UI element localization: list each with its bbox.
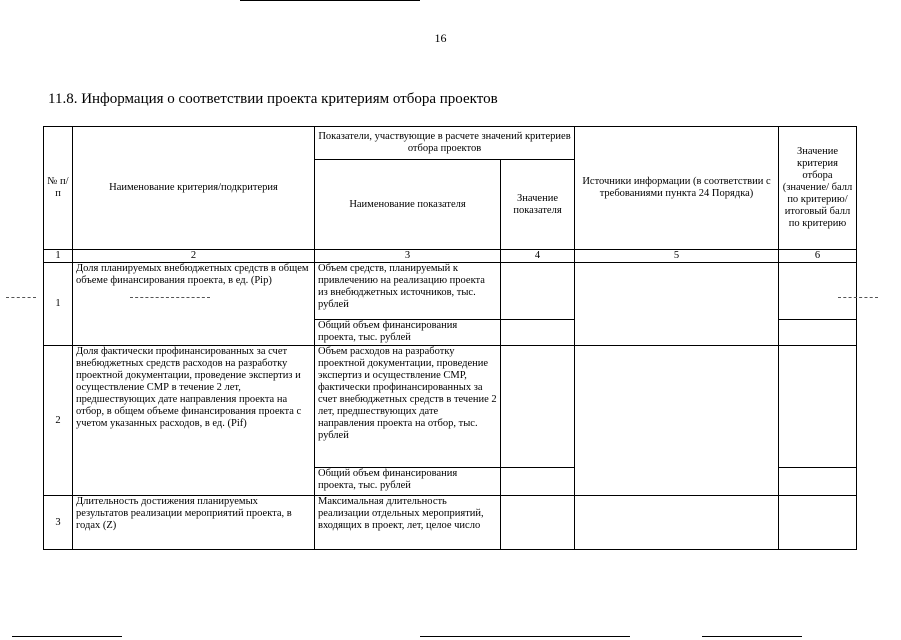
scan-artifact-dashes: [838, 297, 878, 298]
column-number: 4: [501, 250, 575, 263]
header-num: № п/п: [44, 127, 73, 250]
header-indicators-group: Показатели, участвующие в расчете значений критериев отбора проектов: [315, 127, 575, 160]
criteria-table: [43, 126, 857, 550]
page-number: 16: [434, 31, 447, 45]
criterion-cell: Длительность достижения планируемых результатов реализации мероприятий проекта, в годах (Z): [73, 496, 315, 550]
column-number: 1: [44, 250, 73, 263]
indicator-name-cell: Объем расходов на разработку проектной документации, проведение экспертиз и осуществление СМР, фактически профинансированных за счет внебюджетных средств в течение 2 лет, предшествующих дате направления проекта на отбор, тыс. рублей: [315, 346, 501, 468]
indicator-value-cell: [501, 263, 575, 320]
scan-bottom-line: [12, 636, 122, 637]
column-number: 5: [575, 250, 779, 263]
criterion-value-cell: [779, 320, 857, 346]
header-indicator-value: Значение показателя: [501, 160, 575, 250]
scan-bottom-line: [420, 636, 630, 637]
table-row: [44, 263, 857, 320]
scan-top-line: [240, 0, 420, 1]
criterion-cell: Доля фактически профинансированных за счет внебюджетных средств расходов на разработку проектной документации, проведение экспертиз и осуществление СМР в течение 2 лет, предшествующих дате направления проекта на отбор, в общем объеме финансирования проекта с учетом указанных расходов, в ед. (Pif): [73, 346, 315, 496]
criterion-value-cell: [779, 496, 857, 550]
header-criterion-value: Значение критерия отбора (значение/ балл по критерию/ итоговый балл по критерию: [779, 127, 857, 250]
table-row: [44, 496, 857, 550]
criterion-cell: Доля планируемых внебюджетных средств в общем объеме финансирования проекта, в ед. (Pip): [73, 263, 315, 346]
sources-cell: [575, 346, 779, 496]
indicator-name-cell: Общий объем финансирования проекта, тыс. рублей: [315, 468, 501, 496]
indicator-value-cell: [501, 320, 575, 346]
scan-artifact-dashes: [6, 297, 36, 298]
row-number: 2: [44, 346, 73, 496]
criterion-value-cell: [779, 468, 857, 496]
section-title: 11.8. Информация о соответствии проекта критериям отбора проектов: [48, 91, 498, 107]
header-sources: Источники информации (в соответствии с требованиями пункта 24 Порядка): [575, 127, 779, 250]
table-row: [44, 346, 857, 468]
scan-bottom-line: [702, 636, 802, 637]
column-number: 2: [73, 250, 315, 263]
column-number: 3: [315, 250, 501, 263]
indicator-value-cell: [501, 496, 575, 550]
header-row-1: [44, 127, 857, 160]
column-number: 6: [779, 250, 857, 263]
header-criterion: Наименование критерия/подкритерия: [73, 127, 315, 250]
row-number: 1: [44, 263, 73, 346]
sources-cell: [575, 263, 779, 346]
scan-artifact-dashes: [130, 297, 210, 298]
column-number-row: [44, 250, 857, 263]
sources-cell: [575, 496, 779, 550]
indicator-value-cell: [501, 346, 575, 468]
indicator-name-cell: Общий объем финансирования проекта, тыс. рублей: [315, 320, 501, 346]
indicator-name-cell: Максимальная длительность реализации отдельных мероприятий, входящих в проект, лет, целое число: [315, 496, 501, 550]
row-number: 3: [44, 496, 73, 550]
criterion-value-cell: [779, 263, 857, 320]
indicator-name-cell: Объем средств, планируемый к привлечению на реализацию проекта из внебюджетных источников, тыс. рублей: [315, 263, 501, 320]
indicator-value-cell: [501, 468, 575, 496]
criterion-value-cell: [779, 346, 857, 468]
header-indicator-name: Наименование показателя: [315, 160, 501, 250]
